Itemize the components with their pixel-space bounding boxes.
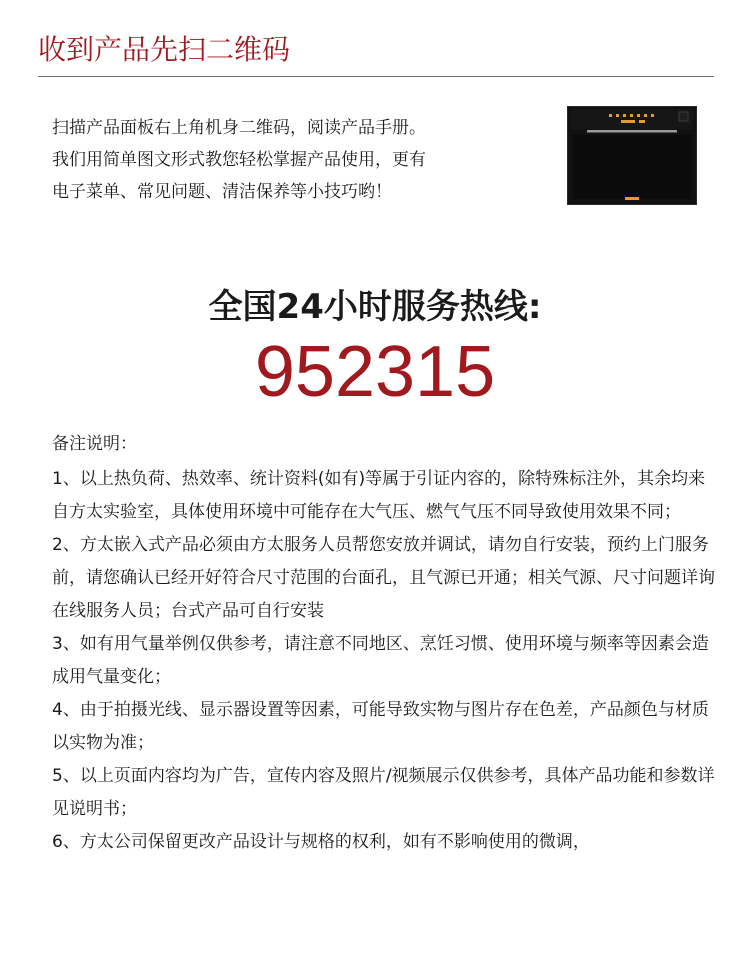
notes-heading: 备注说明：	[52, 434, 137, 454]
built-in-oven-icon	[567, 106, 697, 205]
note-item: 5、以上页面内容均为广告，宣传内容及照片/视频展示仅供参考，具体产品功能和参数详见说明书；	[52, 766, 715, 819]
title-divider	[38, 76, 714, 77]
intro-line: 我们用简单图文形式教您轻松掌握产品使用，更有	[52, 150, 426, 170]
hotline-label: 全国24小时服务热线:	[208, 287, 542, 327]
note-item: 2、方太嵌入式产品必须由方太服务人员帮您安放并调试，请勿自行安装，预约上门服务前，请您确认已经开好符合尺寸范围的台面孔，且气源已开通；相关气源、尺寸问题详询在线服务人员；台式产品可自行安装	[52, 535, 715, 621]
notes-section	[52, 428, 722, 859]
intro-line: 电子菜单、常见问题、清洁保养等小技巧哟！	[52, 182, 392, 202]
note-item: 6、方太公司保留更改产品设计与规格的权利，如有不影响使用的微调，	[52, 832, 590, 852]
note-item: 1、以上热负荷、热效率、统计资料(如有)等属于引证内容的，除特殊标注外，其余均来自方太实验室，具体使用环境中可能存在大气压、燃气气压不同导致使用效果不同；	[52, 469, 706, 522]
scan-intro	[52, 112, 532, 208]
hotline-number: 952315	[254, 332, 496, 412]
note-item: 3、如有用气量举例仅供参考，请注意不同地区、烹饪习惯、使用环境与频率等因素会造成用气量变化；	[52, 634, 709, 687]
note-item: 4、由于拍摄光线、显示器设置等因素，可能导致实物与图片存在色差，产品颜色与材质以实物为准；	[52, 700, 709, 753]
intro-line: 扫描产品面板右上角机身二维码，阅读产品手册。	[52, 118, 426, 138]
section-title: 收到产品先扫二维码	[38, 33, 291, 66]
